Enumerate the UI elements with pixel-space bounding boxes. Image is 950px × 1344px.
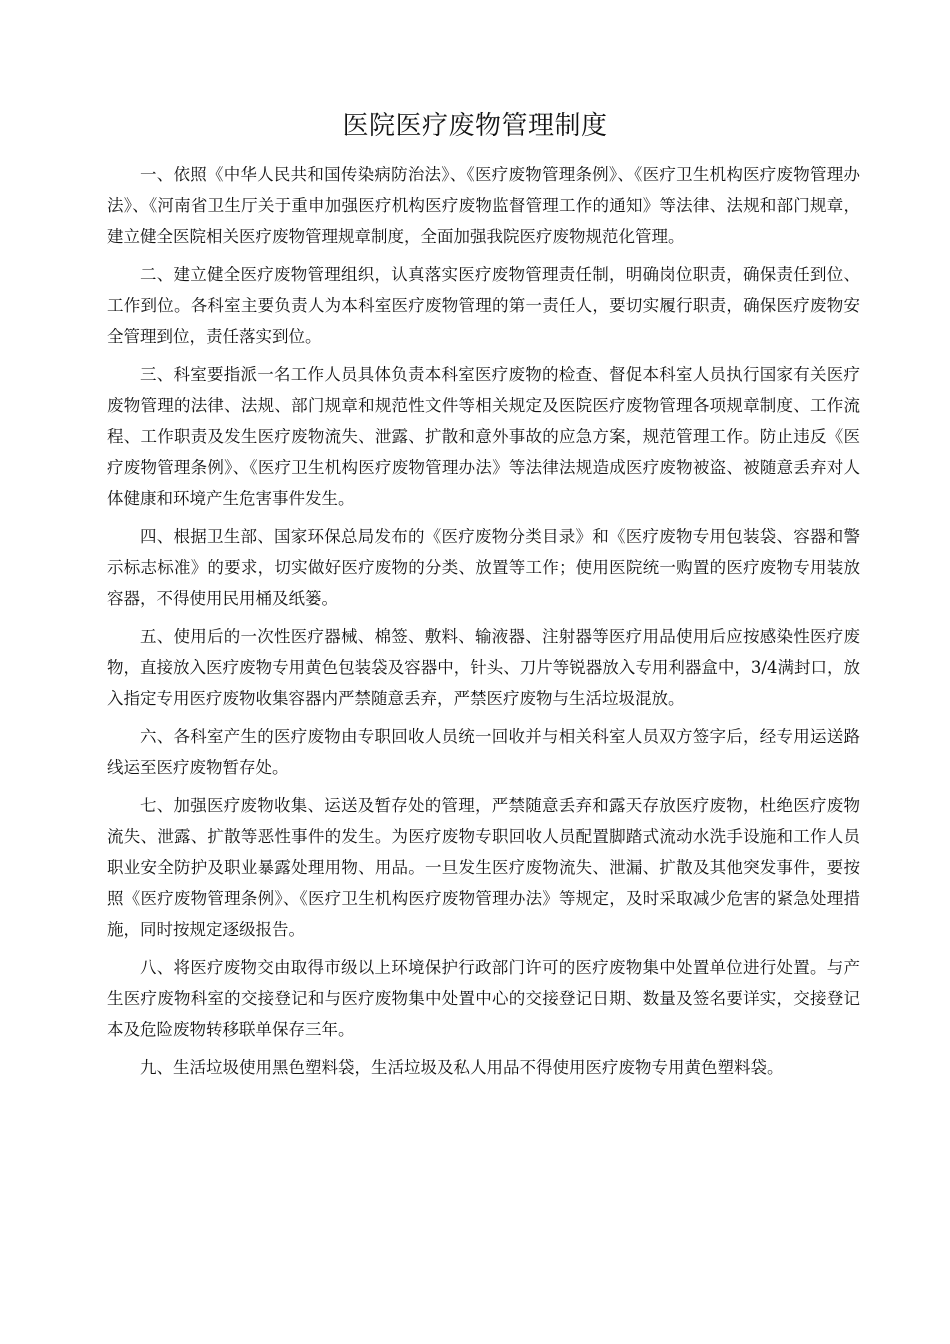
paragraph-7: 七、加强医疗废物收集、运送及暂存处的管理，严禁随意丢弃和露天存放医疗废物，杜绝医疗废物流失、泄露、扩散等恶性事件的发生。为医疗废物专职回收人员配置脚踏式流动水洗手设施和工作人员职业安全防护及职业暴露处理用物、用品。一旦发生医疗废物流失、泄漏、扩散及其他突发事件，要按照《医疗废物管理条例》、《医疗卫生机构医疗废物管理办法》等规定，及时采取减少危害的紧急处理措施，同时按规定逐级报告。 xyxy=(107,796,860,939)
paragraph-1: 一、依照《中华人民共和国传染病防治法》、《医疗废物管理条例》、《医疗卫生机构医疗废物管理办法》、《河南省卫生厅关于重申加强医疗机构医疗废物监督管理工作的通知》等法律、法规和部门规章，建立健全医院相关医疗废物管理规章制度，全面加强我院医疗废物规范化管理。 xyxy=(107,165,860,246)
paragraph-3: 三、科室要指派一名工作人员具体负责本科室医疗废物的检查、督促本科室人员执行国家有关医疗废物管理的法律、法规、部门规章和规范性文件等相关规定及医院医疗废物管理各项规章制度、工作流程、工作职责及发生医疗废物流失、泄露、扩散和意外事故的应急方案，规范管理工作。防止违反《医疗废物管理条例》、《医疗卫生机构医疗废物管理办法》等法律法规造成医疗废物被盗、被随意丢弃对人体健康和环境产生危害事件发生。 xyxy=(107,365,860,508)
paragraph-2: 二、建立健全医疗废物管理组织，认真落实医疗废物管理责任制，明确岗位职责，确保责任到位、工作到位。各科室主要负责人为本科室医疗废物管理的第一责任人，要切实履行职责，确保医疗废物安全管理到位，责任落实到位。 xyxy=(107,265,860,346)
document-body xyxy=(107,159,860,1090)
document-title: 医院医疗废物管理制度 xyxy=(342,111,608,141)
paragraph-5: 五、使用后的一次性医疗器械、棉签、敷料、输液器、注射器等医疗用品使用后应按感染性医疗废物，直接放入医疗废物专用黄色包装袋及容器中，针头、刀片等锐器放入专用利器盒中，3/4满封口，放入指定专用医疗废物收集容器内严禁随意丢弃，严禁医疗废物与生活垃圾混放。 xyxy=(107,627,860,708)
paragraph-8: 八、将医疗废物交由取得市级以上环境保护行政部门许可的医疗废物集中处置单位进行处置。与产生医疗废物科室的交接登记和与医疗废物集中处置中心的交接登记日期、数量及签名要详实，交接登记本及危险废物转移联单保存三年。 xyxy=(107,958,860,1039)
paragraph-4: 四、根据卫生部、国家环保总局发布的《医疗废物分类目录》和《医疗废物专用包装袋、容器和警示标志标准》的要求，切实做好医疗废物的分类、放置等工作；使用医院统一购置的医疗废物专用装放容器，不得使用民用桶及纸篓。 xyxy=(107,527,860,608)
paragraph-6: 六、各科室产生的医疗废物由专职回收人员统一回收并与相关科室人员双方签字后，经专用运送路线运至医疗废物暂存处。 xyxy=(107,727,860,777)
paragraph-9: 九、生活垃圾使用黑色塑料袋，生活垃圾及私人用品不得使用医疗废物专用黄色塑料袋。 xyxy=(140,1058,784,1077)
